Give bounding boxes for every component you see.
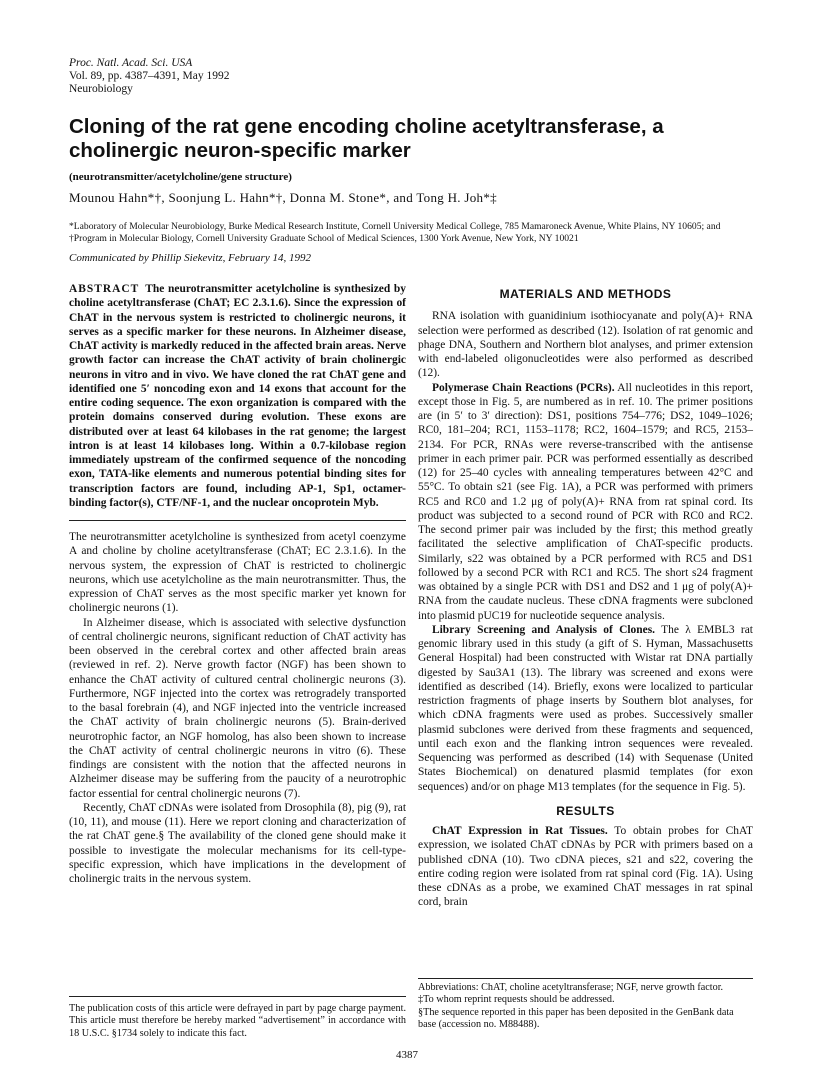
results-heading: RESULTS: [556, 803, 615, 818]
author-list: Mounou Hahn*†, Soonjung L. Hahn*†, Donna M. Stone*, and Tong H. Joh*‡: [69, 190, 497, 205]
pcr-heading: Polymerase Chain Reactions (PCRs).: [432, 381, 615, 394]
methods-paragraph: RNA isolation with guanidinium isothiocyanate and poly(A)+ RNA selection were performed as described (12). Isolation of rat genomic and phage DNA, Southern and Northern blot analyses, and primer extension with end-labeled oligonucleotides were also performed as described (12).: [418, 310, 753, 380]
library-heading: Library Screening and Analysis of Clones.: [432, 623, 656, 636]
intro-paragraph: In Alzheimer disease, which is associated with selective dysfunction of central cholinergic neurons, significant reduction of ChAT activity has been observed in the cerebral cortex and other affected brain areas (reviewed in ref. 2). Nerve growth factor (NGF) has been shown to enhance the ChAT activity of cultured central cholinergic neurons (3). Furthermore, NGF injected into the cortex was retrogradely transported to the basal forebrain (4), and NGF injected into the ventricle increased the ChAT activity of brain cholinergic neurons (5). Brain-derived neurotrophic factor, an NGF homolog, has also been shown to increase the ChAT activity of central cholinergic neurons in vitro (6). These findings are consistent with the notion that the affected neurons in Alzheimer disease may be suffering from the paucity of a neurotrophic factor essential for central cholinergic neurons (7).: [69, 616, 406, 800]
results-paragraph: [418, 824, 753, 910]
journal-volume: Vol. 89, pp. 4387–4391, May 1992: [69, 70, 230, 82]
footnote-divider: [418, 978, 753, 979]
journal-header: [69, 57, 229, 96]
genbank-footnote: §The sequence reported in this paper has been deposited in the GenBank data base (accession no. M88488).: [418, 1006, 734, 1031]
abstract-divider: [69, 520, 406, 521]
abstract: [69, 282, 406, 510]
expression-heading: ChAT Expression in Rat Tissues.: [432, 825, 608, 837]
methods-section: [418, 287, 753, 910]
introduction: [69, 530, 406, 886]
intro-paragraph: The neurotransmitter acetylcholine is synthesized from acetyl coenzyme A and choline by choline acetyltransferase (ChAT; EC 2.3.1.6). In the nervous system, the expression of ChAT is restricted to cholinergic neurons, which use acetylcholine as the main neurotransmitter. Thus, the expression of ChAT serves as the most specific marker yet known for cholinergic neurons (1).: [69, 531, 406, 615]
expression-text: To obtain probes for ChAT expression, we isolated ChAT cDNAs by PCR with primers based on a published cDNA (10). Two cDNA pieces, s21 and s22, covering the entire coding region were isolated from rat spinal cord (Fig. 1A). Using these cDNAs as a probe, we examined ChAT messages in rat spinal cord, brain: [418, 825, 753, 909]
page-number: 4387: [396, 1049, 418, 1061]
abbreviations-footnote: Abbreviations: ChAT, choline acetyltransferase; NGF, nerve growth factor.: [418, 982, 724, 993]
methods-heading: MATERIALS AND METHODS: [499, 287, 672, 301]
communicated-by: Communicated by Phillip Siekevitz, February 14, 1992: [69, 252, 311, 264]
footnotes: [418, 982, 753, 1032]
journal-section: Neurobiology: [69, 83, 133, 95]
library-text: The λ EMBL3 rat genomic library used in this study (a gift of S. Hyman, Massachusetts General Hospital) had been constructed with Wistar rat DNA partially digested by Sau3A1 (13). The library was screened and exons were identified as described (14). Briefly, exons were localized to particular restriction fragments of phage inserts by Southern blot analyses, for which cDNA fragments were used as probes. Successively smaller plasmid subclones were derived from these fragments and sequenced, until each exon and the flanking intron sequences were revealed. Sequencing was performed as described (14) with Sequenase (United States Biochemical) on denatured plasmid templates (for exon sequences) and/or on phage M13 templates (for the sequence in Fig. 5).: [418, 623, 753, 793]
pcr-paragraph: [418, 381, 753, 623]
journal-name: Proc. Natl. Acad. Sci. USA: [69, 57, 193, 69]
article-title: Cloning of the rat gene encoding choline acetyltransferase, a cholinergic neuron-specific marker: [69, 115, 664, 162]
intro-paragraph: Recently, ChAT cDNAs were isolated from Drosophila (8), pig (9), rat (10, 11), and mouse (11). Here we report cloning and characterization of the rat ChAT gene.§ The availability of the cloned gene should make it possible to investigate the molecular mechanisms for its cell-type-specific expression, which have implications in the development of cholinergic traits in the nervous system.: [69, 801, 406, 885]
pcr-text: All nucleotides in this report, except those in Fig. 5, are numbered as in ref. 10. The primer positions are (in 5′ to 3′ direction): DS1, positions 754–776; DS2, 1049–1026; RC0, 181–204; RC1, 1153–1178; RC2, 1604–1579; and RC5, 2153–2134. For PCR, RNAs were reverse-transcribed with the antisense primer in each primer pair. PCR was performed essentially as described (12) for 25–40 cycles with annealing temperatures between 42°C and 55°C. To obtain s21 (see Fig. 1A), a PCR was performed with primers RC5 and RC0 and 1.2 μg of poly(A)+ RNA from rat spinal cord. Its product was subjected to a second round of PCR with RC0 and RC2. The second primer pair was included by the first; this method greatly facilitated the selective amplification of ChAT-specific products. Similarly, s22 was obtained by a PCR performed with RC5 and DS1 followed by a second PCR with RC1 and RC5. The short s24 fragment was obtained by a single PCR with DS1 and DS2 and 1 μg of poly(A)+ RNA from the caudate nucleus. These cDNA fragments were subcloned into plasmid pUC19 for nucleotide sequence analysis.: [418, 381, 754, 622]
affiliations: *Laboratory of Molecular Neurobiology, Burke Medical Research Institute, Cornell University Medical College, 785 Mamaroneck Avenue, White Plains, NY 10605; and †Program in Molecular Biology, Cornell University Graduate School of Medical Sciences, 1300 York Avenue, New York, NY 10021: [69, 221, 721, 244]
payment-footnote: The publication costs of this article were defrayed in part by page charge payment. This article must therefore be hereby marked “advertisement” in accordance with 18 U.S.C. §1734 solely to indicate this fact.: [69, 1003, 407, 1039]
abstract-text: The neurotransmitter acetylcholine is synthesized by choline acetyltransferase (ChAT; EC 2.3.1.6). Since the expression of ChAT in the nervous system is restricted to cholinergic neurons, it serves as a specific marker for these neurons. In Alzheimer disease, ChAT activity is markedly reduced in the affected brain areas. Nerve growth factor can increase the ChAT activity of brain cholinergic neurons in vitro and in vivo. We have cloned the rat ChAT gene and identified one 5′ noncoding exon and 14 exons that account for the entire coding sequence. The exon organization is compared with the protein domains conserved during evolution. These exons are distributed over at least 64 kilobases in the rat genome; the largest intron is at least 14 kilobases long. Within a 0.7-kilobase region immediately upstream of the confirmed sequence of the noncoding exon, TATA-like elements and numerous potential binding sites for transcription factors are found, including AP-1, Sp1, octamer-binding factor(s), CTF/NF-1, and the nuclear oncoprotein Myb.: [69, 283, 406, 509]
abstract-label: ABSTRACT: [69, 283, 140, 295]
keywords: (neurotransmitter/acetylcholine/gene structure): [69, 171, 292, 183]
library-paragraph: [418, 623, 753, 794]
reprint-footnote: ‡To whom reprint requests should be addressed.: [418, 994, 615, 1006]
footnote-divider: [69, 996, 406, 997]
